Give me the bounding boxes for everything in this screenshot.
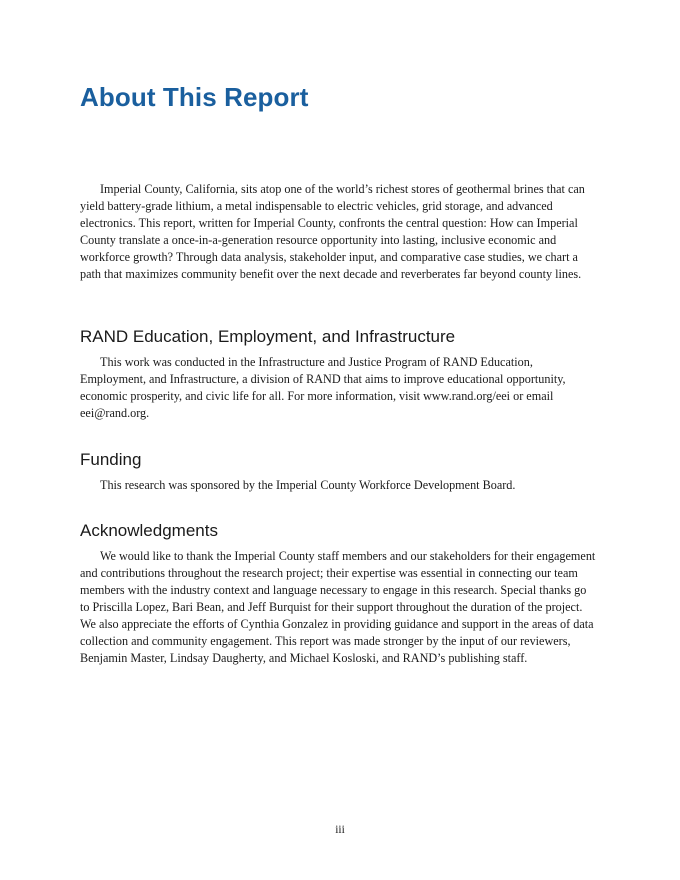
section-body-acknowledgments: We would like to thank the Imperial County staff members and our stakeholders for their engagement and contributions throughout the research project; their expertise was essential in connecting our team members with the industry context and language necessary to engage in this research. Special thanks go to Priscilla Lopez, Bari Bean, and Jeff Burquist for their support throughout the duration of the project. We also appreciate the efforts of Cynthia Gonzalez in providing guidance and support in the areas of data collection and community engagement. This report was made stronger by the input of our reviewers, Benjamin Master, Lindsay Daugherty, and Michael Kosloski, and RAND’s publishing staff. <box>80 549 596 665</box>
intro-paragraph: Imperial County, California, sits atop one of the world’s richest stores of geothermal brines that can yield battery-grade lithium, a metal indispensable to electric vehicles, grid storage, and advanced electronics. This report, written for Imperial County, confronts the central question: How can Imperial County translate a once-in-a-generation resource opportunity into lasting, inclusive economic and workforce growth? Through data analysis, stakeholder input, and comparative case studies, we chart a path that maximizes community benefit over the next decade and reverberates far beyond county lines. <box>80 182 585 281</box>
section-body-rand-eei: This work was conducted in the Infrastructure and Justice Program of RAND Education, Employment, and Infrastructure, a division of RAND that aims to improve educational opportunity, economic prosperity, and civic life for all. For more information, visit www.rand.org/eei or email eei@rand.org. <box>80 355 566 420</box>
section-heading-funding: Funding <box>80 450 142 469</box>
page-number: iii <box>335 824 345 836</box>
section-heading-rand-eei: RAND Education, Employment, and Infrastructure <box>80 327 456 346</box>
section-body-funding: This research was sponsored by the Imperial County Workforce Development Board. <box>100 478 516 492</box>
page-title: About This Report <box>80 82 309 112</box>
section-heading-acknowledgments: Acknowledgments <box>80 521 218 540</box>
